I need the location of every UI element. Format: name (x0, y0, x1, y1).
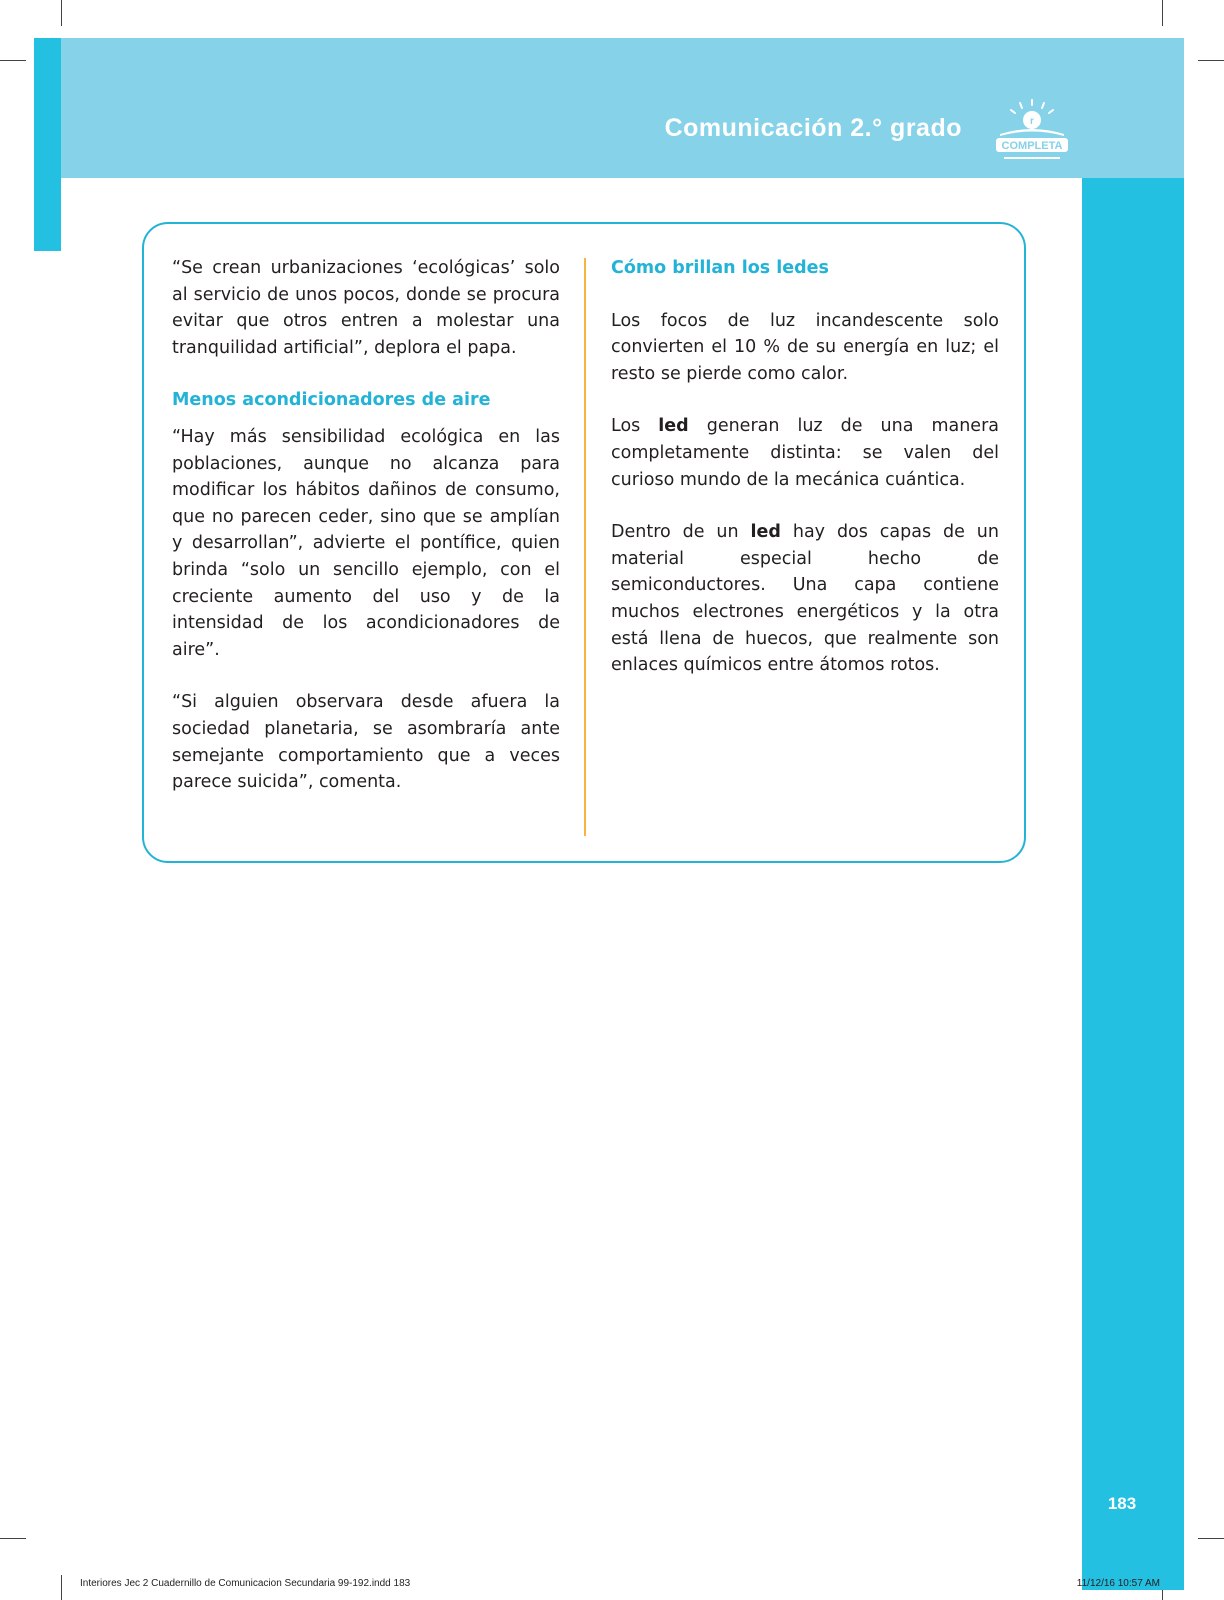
paragraph: “Si alguien observara desde afuera la sociedad planetaria, se asombraría ante semejante comportamiento que a veces parece suicida”, comenta. (172, 692, 560, 793)
crop-mark (1198, 1538, 1224, 1539)
crop-mark (61, 1575, 62, 1600)
paragraph (611, 413, 999, 493)
section-heading: Menos acondicionadores de aire (172, 390, 491, 411)
right-accent-strip (1082, 178, 1184, 1590)
page-number: 183 (1107, 1494, 1137, 1513)
paragraph (611, 519, 999, 679)
left-accent-tab (34, 38, 61, 251)
svg-text:COMPLETA: COMPLETA (1001, 140, 1063, 152)
svg-text:r: r (1030, 116, 1034, 127)
paragraph: Los focos de luz incandescente solo convierten el 10 % de su energía en luz; el resto se pierde como calor. (611, 310, 999, 384)
jornada-escolar-completa-logo (990, 98, 1074, 164)
right-column (611, 255, 999, 679)
column-divider (584, 258, 586, 836)
print-slug: Interiores Jec 2 Cuadernillo de Comunicacion Secundaria 99-192.indd 183 (80, 1578, 411, 1589)
section-heading: Cómo brillan los ledes (611, 258, 829, 278)
text-run: hay dos capas de un material especial hecho de semiconductores. Una capa contiene muchos electrones energéticos y la otra está llena de huecos, que realmente son enlaces químicos entre átomos rotos. (611, 522, 999, 676)
text-run: Los (611, 416, 659, 437)
paragraph: “Hay más sensibilidad ecológica en las poblaciones, aunque no alcanza para modificar los hábitos dañinos de consumo, que no parecen ceder, sino que se amplían y desarrollan”, advierte el pontífice, quien brinda “solo un sencillo ejemplo, con el creciente aumento del uso y de la intensidad de los acondicionadores de aire”. (172, 426, 560, 660)
crop-mark (1198, 60, 1224, 61)
page-title: Comunicación 2.° grado (664, 114, 962, 142)
crop-mark (0, 1538, 26, 1539)
text-run: Dentro de un (611, 522, 751, 543)
logo-icon (990, 98, 1074, 164)
text-run: generan luz de una manera completamente distinta: se valen del curioso mundo de la mecánica cuántica. (611, 416, 999, 490)
print-timestamp: 11/12/16 10:57 AM (1076, 1578, 1160, 1589)
crop-mark (1162, 0, 1163, 26)
left-column (172, 255, 560, 796)
crop-mark (0, 60, 26, 61)
crop-mark (61, 0, 62, 26)
paragraph: “Se crean urbanizaciones ‘ecológicas’ solo al servicio de unos pocos, donde se procura evitar que otros entren a molestar una tranquilidad artificial”, deplora el papa. (172, 258, 560, 358)
bold-term: led (658, 416, 689, 437)
bold-term: led (750, 522, 781, 543)
